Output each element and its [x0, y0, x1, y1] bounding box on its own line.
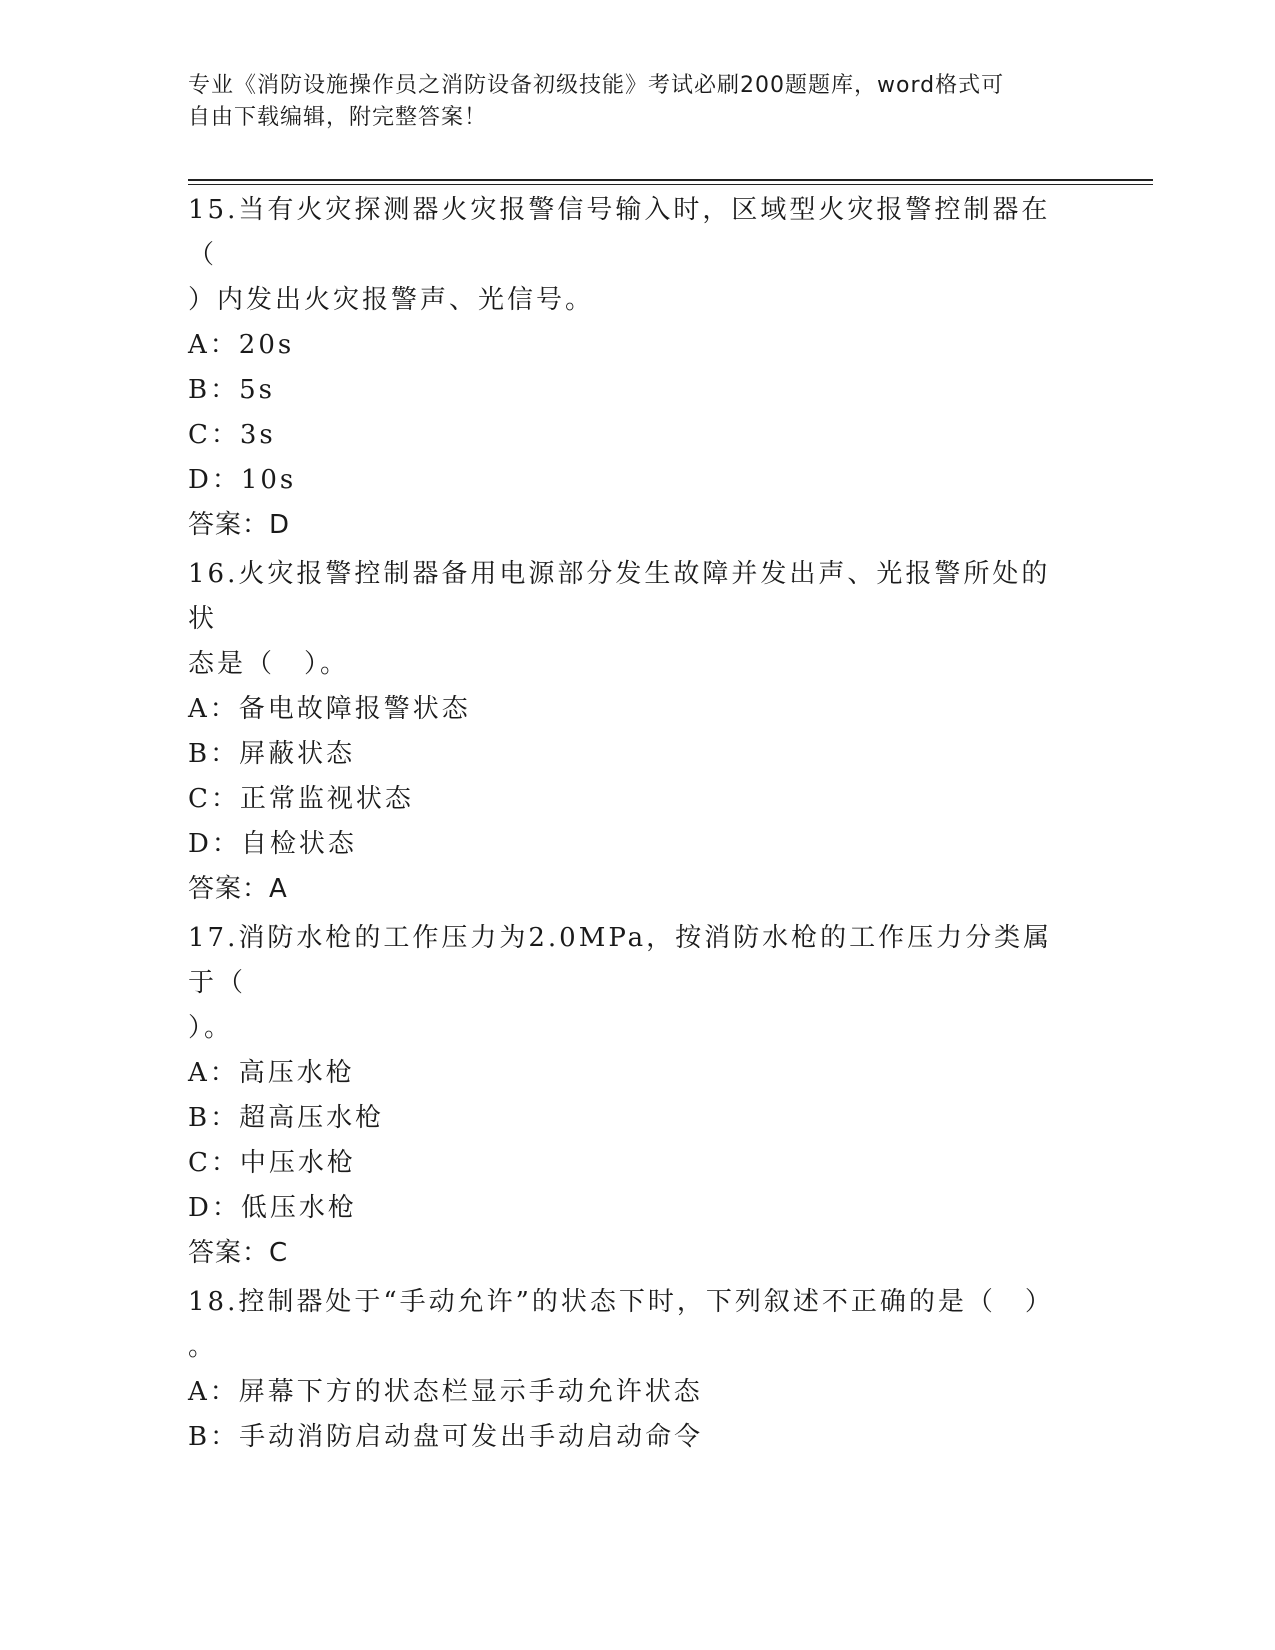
- option-c: C：正常监视状态: [188, 784, 414, 814]
- option-b: B：屏蔽状态: [188, 739, 356, 769]
- option-a: A：20s: [188, 330, 295, 360]
- question-15: [188, 188, 1068, 548]
- header-divider-thin: [188, 184, 1153, 185]
- header-title-line-1: 专业《消防设施操作员之消防设备初级技能》考试必刷200题题库，word格式可: [188, 73, 1005, 98]
- option-b: B：超高压水枪: [188, 1103, 385, 1133]
- question-16: [188, 552, 1068, 912]
- question-17: [188, 916, 1068, 1276]
- question-stem-line-2: 态是（ ）。: [188, 649, 350, 679]
- question-stem-line-1: 17.消防水枪的工作压力为2.0MPa，按消防水枪的工作压力分类属于（: [188, 923, 1053, 998]
- question-stem-line-1: 15.当有火灾探测器火灾报警信号输入时，区域型火灾报警控制器在（: [188, 195, 1051, 270]
- option-c: C：中压水枪: [188, 1148, 356, 1178]
- answer-line: 答案：D: [188, 510, 291, 540]
- option-d: D：10s: [188, 465, 297, 495]
- question-stem-line-2: ）内发出火灾报警声、光信号。: [188, 285, 595, 315]
- header-divider-thick: [188, 179, 1153, 181]
- answer-line: 答案：A: [188, 874, 288, 904]
- answer-line: 答案：C: [188, 1238, 289, 1268]
- question-18: [188, 1280, 1068, 1460]
- option-b: B：5s: [188, 375, 275, 405]
- option-a: A：屏幕下方的状态栏显示手动允许状态: [188, 1377, 703, 1407]
- question-stem-line-2: 。: [188, 1332, 218, 1362]
- question-stem: [188, 552, 1068, 687]
- document-header: [188, 70, 1088, 134]
- question-stem-line-1: 18.控制器处于“手动允许”的状态下时，下列叙述不正确的是（ ）: [188, 1287, 1054, 1317]
- header-title-line-2: 自由下载编辑，附完整答案！: [188, 105, 488, 130]
- question-stem: [188, 188, 1068, 323]
- question-stem: [188, 916, 1068, 1051]
- question-stem-line-1: 16.火灾报警控制器备用电源部分发生故障并发出声、光报警所处的状: [188, 559, 1051, 634]
- option-d: D：自检状态: [188, 829, 357, 859]
- option-d: D：低压水枪: [188, 1193, 357, 1223]
- question-stem: [188, 1280, 1068, 1370]
- option-a: A：备电故障报警状态: [188, 694, 471, 724]
- option-a: A：高压水枪: [188, 1058, 355, 1088]
- option-c: C：3s: [188, 420, 276, 450]
- question-stem-line-2: ）。: [188, 1013, 234, 1043]
- option-b: B：手动消防启动盘可发出手动启动命令: [188, 1422, 704, 1452]
